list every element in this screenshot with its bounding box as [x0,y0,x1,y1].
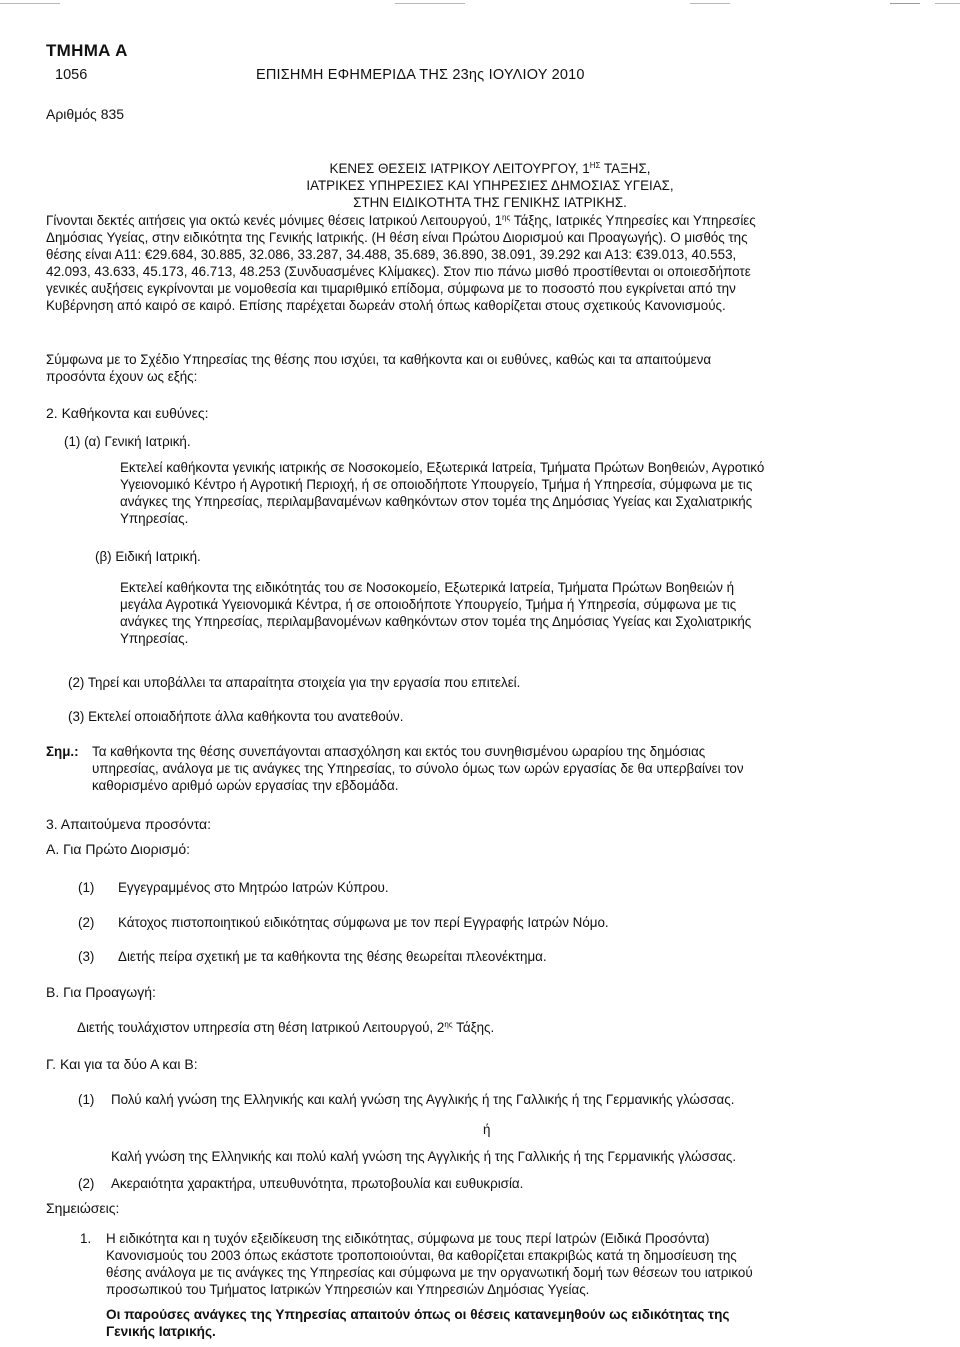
scheme-paragraph: Σύμφωνα με το Σχέδιο Υπηρεσίας της θέσης που ισχύει, τα καθήκοντα και οι ευθύνες, καθώς και τα απαιτούμενα προσόντα έχουν ως εξής: [46,352,712,384]
qual-a1-number: (1) [78,880,95,895]
scan-edge-marks [0,3,960,5]
qual-a3-number: (3) [78,949,95,964]
qual-a2-text: Κάτοχος πιστοποιητικού ειδικότητας σύμφωνα με τον περί Εγγραφής Ιατρών Νόμο. [118,915,609,930]
note-1-number: 1. [80,1231,92,1246]
qualifications-heading: 3. Απαιτούμενα προσόντα: [46,816,212,832]
qual-c1-text: Πολύ καλή γνώση της Ελληνικής και καλή γνώση της Αγγλικής ή της Γαλλικής ή της Γερμανικής γλώσσας. [111,1092,735,1107]
notes-heading: Σημειώσεις: [46,1200,120,1216]
promotion-heading: Β. Για Προαγωγή: [46,984,156,1000]
qual-c1-alt-text: Καλή γνώση της Ελληνικής και πολύ καλή γνώση της Αγγλικής ή της Γαλλικής ή της Γερμανικής γλώσσας. [111,1149,737,1164]
duties-note-label: Σημ.: [46,744,79,759]
duties-special-text: Εκτελεί καθήκοντα της ειδικότητάς του σε Νοσοκομείο, Εξωτερικά Ιατρεία, Τμήματα Πρώτων Βοηθειών ή μεγάλα Αγροτικά Υγειονομικά Κέντρα, ή σε οποιοδήποτε Υπουργείο, Τμήμα ή Υπηρεσία, σύμφωνα με τις ανάγκες της Υπηρεσίας, περιλαμβανομένων καθηκόντων στον τομέα της Δημόσιας Υγείας και Σχολιατρικής Υπηρεσίας. [120,580,752,646]
page-number: 1056 [55,67,88,83]
qual-c1-number: (1) [78,1092,95,1107]
qual-a2-number: (2) [78,915,95,930]
qual-c2-number: (2) [78,1176,95,1191]
title-line-1: ΚΕΝΕΣ ΘΕΣΕΙΣ ΙΑΤΡΙΚΟΥ ΛΕΙΤΟΥΡΓΟΥ, $1^{H\Sigma}$ ΤΑΞΗΣ, [329,161,651,176]
notice-number: Αριθμός 835 [46,106,125,122]
title-line-2: ΙΑΤΡΙΚΕΣ ΥΠΗΡΕΣΙΕΣ ΚΑΙ ΥΠΗΡΕΣΙΕΣ ΔΗΜΟΣΙΑΣ ΥΓΕΙΑΣ, [306,178,674,193]
title-line-3: ΣΤΗΝ ΕΙΔΙΚΟΤΗΤΑ ΤΗΣ ΓΕΝΙΚΗΣ ΙΑΤΡΙΚΗΣ. [353,195,627,210]
duties-special-label: (β) Ειδική Ιατρική. [95,549,201,564]
qual-c2-text: Ακεραιότητα χαρακτήρα, υπευθυνότητα, πρωτοβουλία και ευθυκρισία. [111,1176,524,1191]
notice-title [220,160,760,211]
qual-c-or: ή [483,1122,491,1137]
duties-item-3: (3) Εκτελεί οποιαδήποτε άλλα καθήκοντα του ανατεθούν. [68,709,404,724]
duties-item-2: (2) Τηρεί και υποβάλλει τα απαραίτητα στοιχεία για την εργασία που επιτελεί. [68,675,521,690]
qual-a3-text: Διετής πείρα σχετική με τα καθήκοντα της θέσης θεωρείται πλεονέκτημα. [118,949,547,964]
duties-heading: 2. Καθήκοντα και ευθύνες: [46,405,209,421]
qual-a1-text: Εγγεγραμμένος στο Μητρώο Ιατρών Κύπρου. [118,880,389,895]
duties-general-label: (1) (α) Γενική Ιατρική. [64,434,191,449]
both-heading: Γ. Και για τα δύο Α και Β: [46,1056,198,1072]
note-1-text: Η ειδικότητα και η τυχόν εξειδίκευση της ειδικότητας, σύμφωνα με τους περί Ιατρών (Ειδικά Προσόντα) Κανονισμούς του 2003 όπως εκάστοτε τροποποιούνται, θα καθορίζεται επακριβώς κατά τη δημοσίευση της θέσης ανάλογα με τις ανάγκες της Υπηρεσίας και σύμφωνα με την οργανωτική δομή των θέσεων του ιατρικού προσωπικού του Τμήματος Ιατρικών Υπηρεσιών και Υπηρεσιών Δημόσιας Υγείας. [106,1231,753,1297]
first-appointment-heading: Α. Για Πρώτο Διορισμό: [46,841,191,857]
note-1-emphasis: Οι παρούσες ανάγκες της Υπηρεσίας απαιτούν όπως οι θέσεις κατανεμηθούν ως ειδικότητας της Γενικής Ιατρικής. [106,1307,730,1339]
duties-note-text: Τα καθήκοντα της θέσης συνεπάγονται απασχόληση και εκτός του συνηθισμένου ωραρίου της δημόσιας υπηρεσίας, ανάλογα με τις ανάγκες της Υπηρεσίας, το σύνολο όμως των ωρών εργασίας δε θα υπερβαίνει τον καθορισμένο αριθμό ωρών εργασίας την εβδομάδα. [92,744,744,793]
gazette-header: ΕΠΙΣΗΜΗ ΕΦΗΜΕΡΙΔΑ ΤΗΣ 23ης ΙΟΥΛΙΟΥ 2010 [256,67,585,83]
promotion-text: Διετής τουλάχιστον υπηρεσία στη θέση Ιατρικού Λειτουργού, $2^{\eta\varsigma}$ Τάξης. [77,1020,495,1035]
duties-general-text: Εκτελεί καθήκοντα γενικής ιατρικής σε Νοσοκομείο, Εξωτερικά Ιατρεία, Τμήματα Πρώτων Βοηθειών, Αγροτικό Υγειονομικό Κέντρο ή Αγροτική Περιοχή, ή σε οποιοδήποτε Υπουργείο, Τμήμα ή Υπηρεσία, σύμφωνα με τις ανάγκες της Υπηρεσίας, περιλαμβαναμένων καθηκόντων στον τομέα της Δημόσιας Υγείας και Σχαλιατρικής Υπηρεσίας. [120,460,765,526]
intro-paragraph: Γίνονται δεκτές αιτήσεις για οκτώ κενές μόνιμες θέσεις Ιατρικού Λειτουργού, $1^{\eta\varsigma}$ Τάξης, Ιατρικές Υπηρεσίες και Υπηρεσίες Δημόσιας Υγείας, στην ειδικότητα της Γενικής Ιατρικής. (Η θέση είναι Πρώτου Διορισμού και Προαγωγής). Ο μισθός της θέσης είναι Α11: €29.684, 30.885, 32.086, 33.287, 34.488, 35.689, 36.890, 38.091, 39.292 και Α13: €39.013, 40.553, 42.093, 43.633, 45.173, 46.713, 48.253 (Συνδυασμένες Κλίμακες). Στον πιο πάνω μισθό προστίθενται οι οποιεσδήποτε γενικές αυξήσεις εγκρίνονται με νομοθεσία και τιμαριθμικό επίδομα, σύμφωνα με το ποσοστό που εγκρίνεται από την Κυβέρνηση από καιρό σε καιρό. Επίσης παρέχεται δωρεάν στολή όπως καθορίζεται στους σχετικούς Κανονισμούς. [46,213,756,313]
section-title: ΤΜΗΜΑ Α [46,41,128,60]
